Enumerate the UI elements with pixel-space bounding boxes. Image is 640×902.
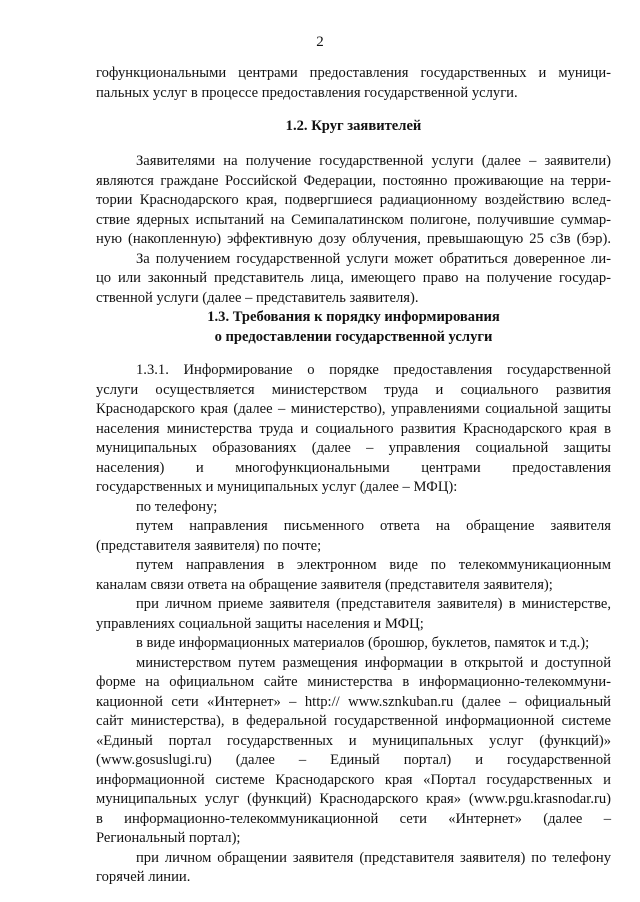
text-line: Региональный портал); xyxy=(96,830,241,846)
text-line: муниципальных образованиях (далее – управления социальной защиты xyxy=(96,440,611,456)
text-line: 1.3.1. Информирование о порядке предоставления государственной xyxy=(136,362,611,378)
text-line: горячей линии. xyxy=(96,869,191,885)
text-line: (представителя заявителя) по почте; xyxy=(96,537,322,554)
text-line: населения) и многофункциональными центрами предоставления xyxy=(96,459,611,476)
text-line: услуги осуществляется министерством труда и социального развития xyxy=(96,381,611,398)
text-line: при личном приеме заявителя (представителя заявителя) в министерстве, xyxy=(136,596,611,612)
text-line: ную (накопленную) эффективную дозу облучения, превышающую 25 сЗв (бэр). xyxy=(96,231,611,247)
intro-paragraph xyxy=(96,64,611,103)
text-line: сайт министерства), в федеральной государственной информационной системе xyxy=(96,713,611,729)
text-line: каналам связи ответа на обращение заявителя (представителя заявителя); xyxy=(96,576,553,593)
text-line: «Единый портал государственных и муниципальных услуг (функций)» xyxy=(96,732,611,749)
text-line: цо или законный представитель лица, имеющего право на получение государ- xyxy=(96,270,611,286)
text-line: путем направления письменного ответа на обращение заявителя xyxy=(136,518,611,534)
text-line: тории Краснодарского края, подвергшиеся радиационному воздействию вслед- xyxy=(96,192,611,208)
text-line: в информационно-телекоммуникационной сети «Интернет» (далее – xyxy=(96,810,611,827)
heading-text-line: 1.3. Требования к порядку информирования xyxy=(207,309,500,325)
text-line: управлениях социальной защиты населения и МФЦ; xyxy=(96,615,424,632)
text-line: муниципальных услуг (функций) Краснодарского края» (www.pgu.krasnodar.ru) xyxy=(96,791,611,807)
text-line: населения министерства труда и социального развития Краснодарского края в xyxy=(96,420,611,437)
text-line: государственных и муниципальных услуг (далее – МФЦ): xyxy=(96,479,458,495)
text-line: форме на официальном сайте министерства в информационно-телекоммуни- xyxy=(96,674,611,690)
text-line: путем направления в электронном виде по телекоммуникационным xyxy=(136,557,611,573)
text-line: За получением государственной услуги может обратиться доверенное ли- xyxy=(136,250,611,267)
text-line: в виде информационных материалов (брошюр, буклетов, памяток и т.д.); xyxy=(136,635,590,651)
text-line: информационной системе Краснодарского края «Портал государственных и xyxy=(96,771,611,788)
page-number: 2 xyxy=(316,34,324,50)
text-line: при личном обращении заявителя (представителя заявителя) по телефону xyxy=(136,849,611,866)
heading-text-line: о предоставлении государственной услуги xyxy=(214,328,493,345)
text-line: ственной услуги (далее – представитель заявителя). xyxy=(96,289,419,306)
text-line: по телефону; xyxy=(136,498,218,515)
text-line: Краснодарского края (далее – министерство), управлениями социальной защиты xyxy=(96,401,611,417)
text-line: пальных услуг в процессе предоставления государственной услуги. xyxy=(96,84,518,101)
section-heading-1-2 xyxy=(96,117,611,137)
text-line: (www.gosuslugi.ru) (далее – Единый портал) и государственной xyxy=(96,752,611,768)
text-line: ствие ядерных испытаний на Семипалатинском полигоне, получившие суммар- xyxy=(96,211,611,228)
heading-text: 1.2. Круг заявителей xyxy=(285,118,422,134)
text-line: являются граждане Российской Федерации, постоянно проживающие на терри- xyxy=(96,172,611,189)
section-heading-1-3 xyxy=(96,308,611,347)
text-line: гофункциональными центрами предоставления государственных и муници- xyxy=(96,65,611,81)
section-body-1-3 xyxy=(96,361,611,888)
text-line: кационной сети «Интернет» – http:// www.sznkuban.ru (далее – официальный xyxy=(96,693,611,710)
text-line: Заявителями на получение государственной услуги (далее – заявители) xyxy=(136,153,611,169)
text-line: министерством путем размещения информации в открытой и доступной xyxy=(136,654,611,671)
paragraph-applicants xyxy=(96,152,611,308)
